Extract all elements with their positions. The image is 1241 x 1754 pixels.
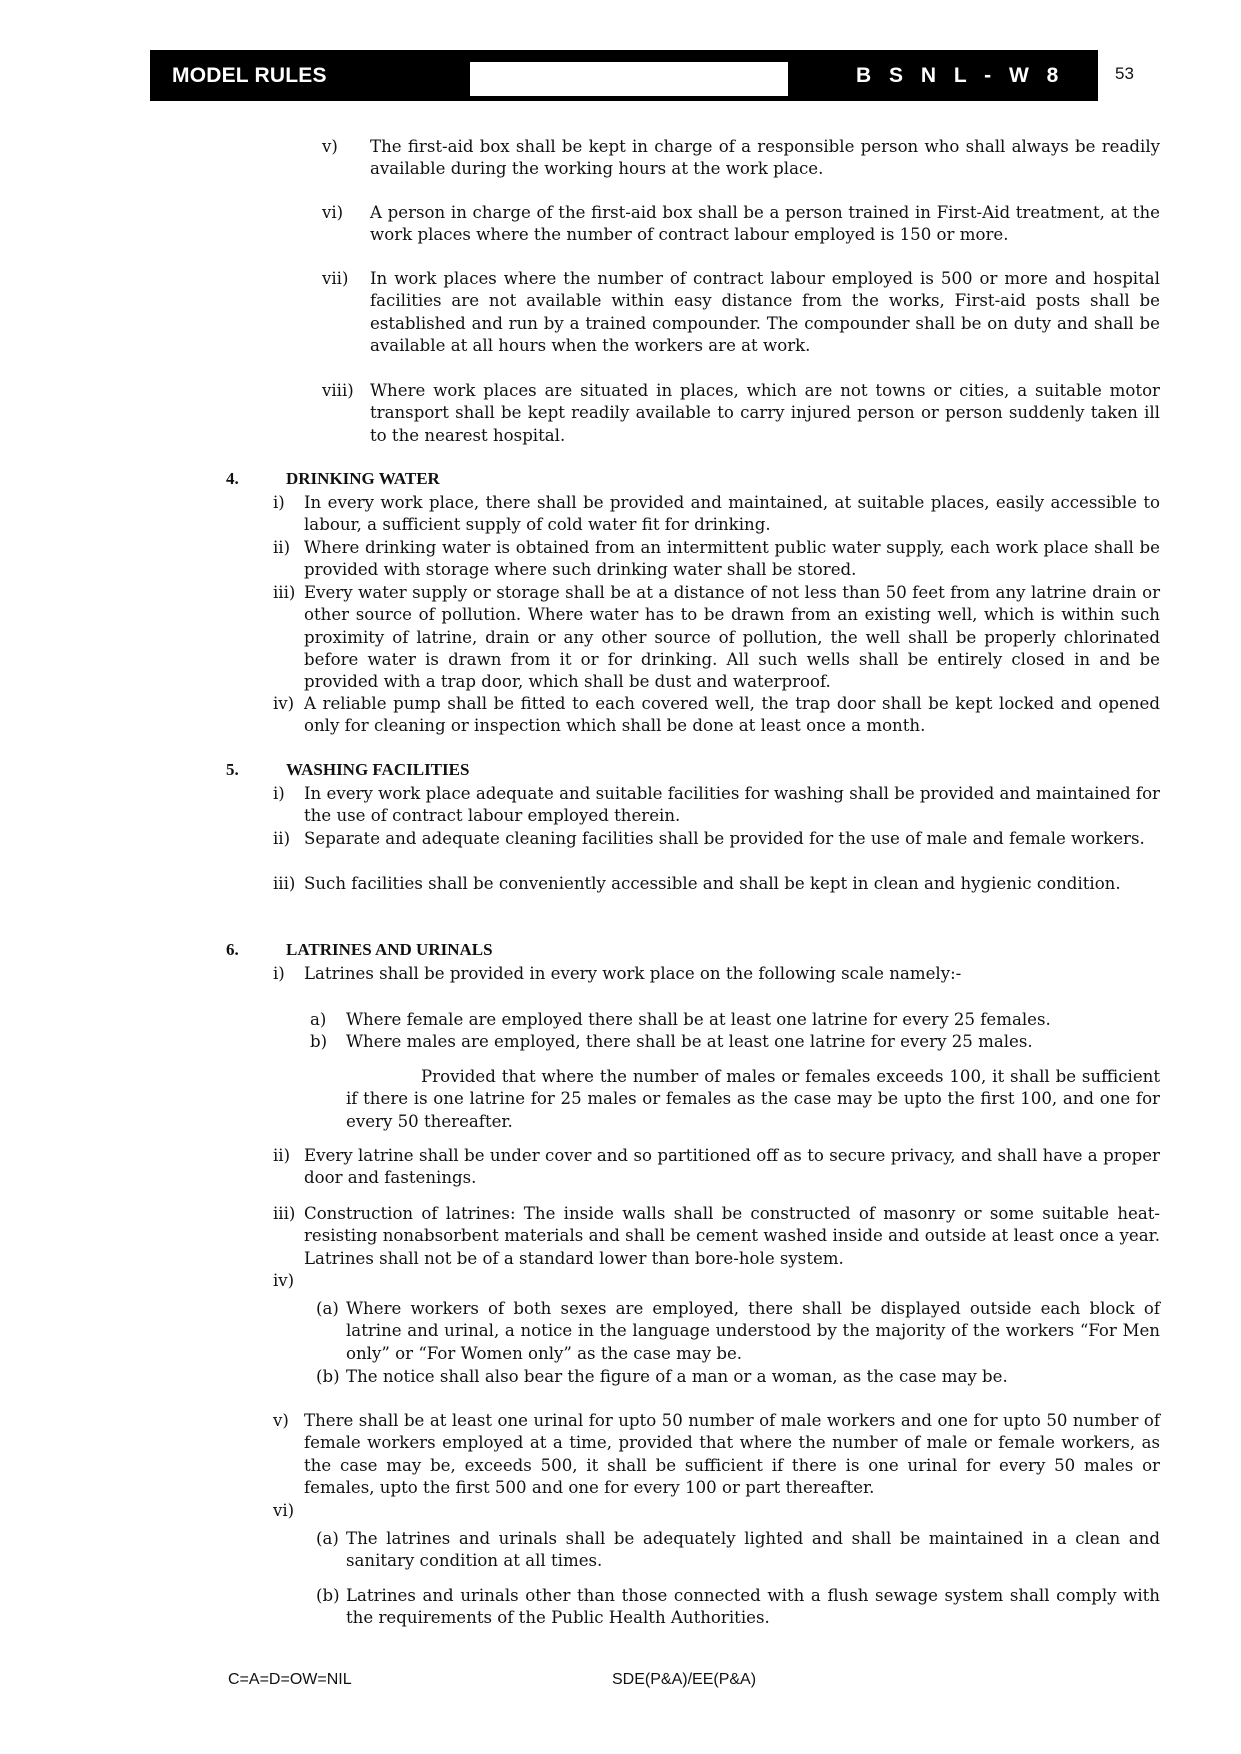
- section-heading-washing-facilities: WASHING FACILITIES: [286, 760, 470, 779]
- list-item: Every latrine shall be under cover and so partitioned off as to secure privacy, and shall have a proper door and fastenings.: [304, 1146, 1160, 1188]
- item-label: v): [273, 1411, 289, 1430]
- item-label: vi): [273, 1501, 295, 1520]
- item-label: vii): [322, 269, 349, 288]
- sub-list-item: Latrines and urinals other than those connected with a flush sewage system shall comply with the requirements of the Public Health Authorities.: [346, 1586, 1160, 1628]
- sub-item-label: (b): [316, 1367, 340, 1386]
- header-left-title: MODEL RULES: [172, 64, 327, 87]
- sub-item-label: (b): [316, 1586, 340, 1605]
- list-item: A reliable pump shall be fitted to each covered well, the trap door shall be kept locked and opened only for cleaning or inspection which shall be done at least once a month.: [304, 694, 1160, 736]
- item-label: iv): [273, 1271, 295, 1290]
- footer-center-text: SDE(P&A)/EE(P&A): [612, 1671, 757, 1688]
- page-header-bar: [150, 50, 1098, 101]
- item-label: ii): [273, 1146, 291, 1165]
- section-heading-latrines-urinals: LATRINES AND URINALS: [286, 940, 493, 959]
- list-item: Construction of latrines: The inside walls shall be constructed of masonry or some suitable heat-resisting nonabsorbent materials and shall be cement washed inside and outside at least once a year. Latrines shall not be of a standard lower than bore-hole system.: [304, 1204, 1160, 1268]
- sub-list-item: The notice shall also bear the figure of a man or a woman, as the case may be.: [346, 1367, 1008, 1386]
- list-item: Where drinking water is obtained from an intermittent public water supply, each work place shall be provided with storage where such drinking water shall be stored.: [304, 538, 1160, 580]
- item-label: i): [273, 784, 285, 803]
- item-label: iii): [273, 874, 296, 893]
- section-number: 5.: [226, 760, 239, 779]
- item-label: i): [273, 493, 285, 512]
- item-label: ii): [273, 829, 291, 848]
- footer-left-text: C=A=D=OW=NIL: [228, 1671, 352, 1688]
- sub-item-label: (a): [316, 1529, 339, 1548]
- list-item: Every water supply or storage shall be at a distance of not less than 50 feet from any latrine drain or other source of pollution. Where water has to be drawn from an existing well, which is within such proximity of latrine, drain or any other source of pollution, the well shall be properly chlorinated before water is drawn from it or for drinking. All such wells shall be entirely closed in and be provided with a trap door, which shall be dust and waterproof.: [304, 583, 1160, 692]
- list-item: A person in charge of the first-aid box shall be a person trained in First-Aid treatment, at the work places where the number of contract labour employed is 150 or more.: [370, 203, 1160, 245]
- section-number: 6.: [226, 940, 239, 959]
- item-label: iii): [273, 583, 296, 602]
- item-label: iv): [273, 694, 295, 713]
- section-heading-drinking-water: DRINKING WATER: [286, 469, 440, 488]
- list-item: In every work place adequate and suitable facilities for washing shall be provided and maintained for the use of contract labour employed therein.: [304, 784, 1160, 826]
- list-item: In work places where the number of contract labour employed is 500 or more and hospital facilities are not available within easy distance from the works, First-aid posts shall be established and run by a trained compounder. The compounder shall be on duty and shall be available at all hours when the workers are at work.: [370, 269, 1160, 355]
- list-item: Latrines shall be provided in every work place on the following scale namely:-: [304, 964, 962, 983]
- proviso-paragraph: Provided that where the number of males or females exceeds 100, it shall be sufficient if there is one latrine for 25 males or females as the case may be upto the first 100, and one for every 50 thereafter.: [346, 1067, 1160, 1131]
- item-label: vi): [322, 203, 344, 222]
- page-number: 53: [1115, 64, 1134, 83]
- header-right-title: B S N L - W 8: [856, 64, 1065, 87]
- list-item: Separate and adequate cleaning facilities shall be provided for the use of male and female workers.: [304, 829, 1145, 848]
- sub-list-item: Where workers of both sexes are employed, there shall be displayed outside each block of latrine and urinal, a notice in the language understood by the majority of the workers “For Men only” or “For Women only” as the case may be.: [346, 1299, 1160, 1363]
- item-label: ii): [273, 538, 291, 557]
- item-label: viii): [322, 381, 354, 400]
- sub-list-item: Where female are employed there shall be at least one latrine for every 25 females.: [346, 1010, 1051, 1029]
- sub-item-label: (a): [316, 1299, 339, 1318]
- sub-list-item: The latrines and urinals shall be adequately lighted and shall be maintained in a clean and sanitary condition at all times.: [346, 1529, 1160, 1571]
- list-item: The first-aid box shall be kept in charge of a responsible person who shall always be readily available during the working hours at the work place.: [370, 137, 1160, 179]
- list-item: Such facilities shall be conveniently accessible and shall be kept in clean and hygienic condition.: [304, 874, 1121, 893]
- sub-item-label: a): [310, 1010, 327, 1029]
- header-center-box: [470, 62, 788, 96]
- list-item: Where work places are situated in places, which are not towns or cities, a suitable motor transport shall be kept readily available to carry injured person or person suddenly taken ill to the nearest hospital.: [370, 381, 1160, 445]
- item-label: i): [273, 964, 285, 983]
- section-number: 4.: [226, 469, 239, 488]
- sub-list-item: Where males are employed, there shall be at least one latrine for every 25 males.: [346, 1032, 1033, 1051]
- sub-item-label: b): [310, 1032, 328, 1051]
- item-label: iii): [273, 1204, 296, 1223]
- item-label: v): [322, 137, 338, 156]
- list-item: There shall be at least one urinal for upto 50 number of male workers and one for upto 50 number of female workers employed at a time, provided that where the number of male or female workers, as the case may be, exceeds 500, it shall be sufficient if there is one urinal for every 50 males or females, upto the first 500 and one for every 100 or part thereafter.: [304, 1411, 1160, 1497]
- list-item: In every work place, there shall be provided and maintained, at suitable places, easily accessible to labour, a sufficient supply of cold water fit for drinking.: [304, 493, 1160, 535]
